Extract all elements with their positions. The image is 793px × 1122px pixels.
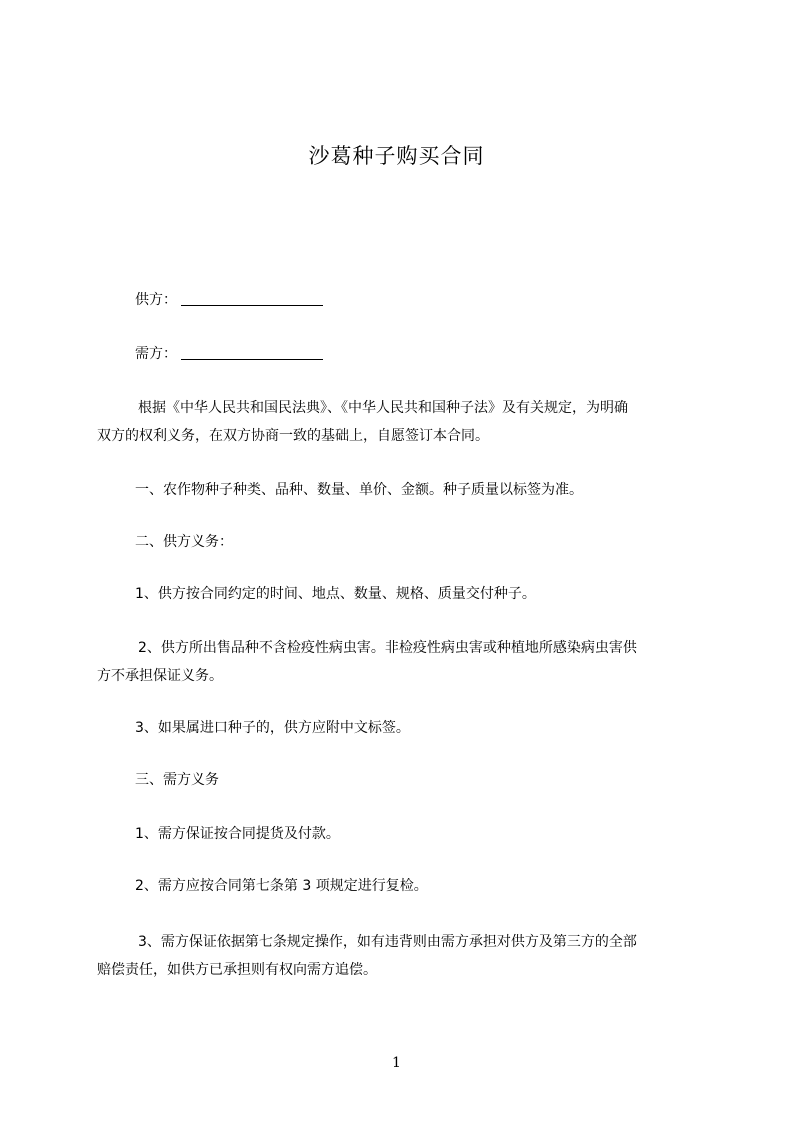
clause-2-item-2-line-2: 方不承担保证义务。	[97, 668, 223, 684]
buyer-line	[97, 338, 717, 370]
clause-2-item-1: 1、供方按合同约定的时间、地点、数量、规格、质量交付种子。	[135, 586, 536, 602]
buyer-label: 需方：	[135, 346, 177, 362]
clause-3-item-3-line-1: 3、需方保证依据第七条规定操作，如有违背则由需方承担对供方及第三方的全部	[138, 934, 637, 950]
supplier-line	[97, 284, 717, 316]
clause-1: 一、农作物种子种类、品种、数量、单价、金额。种子质量以标签为准。	[135, 482, 583, 498]
page-number: 1	[392, 1055, 401, 1071]
clause-2-item-2-line-1: 2、供方所出售品种不含检疫性病虫害。非检疫性病虫害或种植地所感染病虫害供	[138, 640, 637, 656]
clause-3-item-1: 1、需方保证按合同提货及付款。	[135, 826, 340, 842]
supplier-label: 供方：	[135, 292, 177, 308]
preamble-line-2: 双方的权利义务，在双方协商一致的基础上，自愿签订本合同。	[97, 428, 489, 444]
clause-3-item-3-line-2: 赔偿责任，如供方已承担则有权向需方追偿。	[97, 962, 377, 978]
clause-2-item-3: 3、如果属进口种子的，供方应附中文标签。	[135, 720, 410, 736]
clause-3-title: 三、需方义务	[135, 772, 219, 788]
clause-2-title: 二、供方义务：	[135, 534, 233, 550]
document-title: 沙葛种子购买合同	[308, 144, 485, 168]
buyer-blank	[181, 345, 323, 360]
clause-3-item-2: 2、需方应按合同第七条第 3 项规定进行复检。	[135, 878, 428, 894]
preamble-line-1: 根据《中华人民共和国民法典》、《中华人民共和国种子法》及有关规定，为明确	[138, 400, 628, 416]
supplier-blank	[181, 291, 323, 306]
